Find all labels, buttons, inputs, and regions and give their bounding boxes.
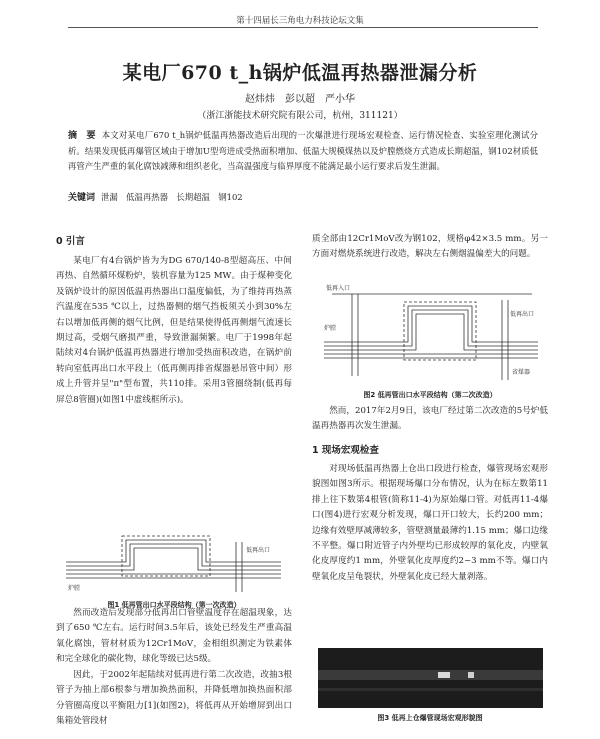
intro-paragraph-3: 因此，于2002年起陆续对低再进行第二次改造，改抽3根管子为抽上部6根参与增加换热面积，并降低增加换热面积部分管圈高度以平衡阻力[1](如图2)，将低再从开始增屏到出口集箱处管段材	[56, 670, 292, 727]
figure-1-caption: 图1 低再管出口水平段结构（第一次改造）	[107, 601, 241, 609]
keywords-label: 关键词	[68, 193, 96, 203]
figure-1	[56, 532, 292, 610]
paper-authors: 赵炜炜 彭以超 严小华	[245, 94, 355, 105]
section-introduction-heading: 0 引言	[56, 236, 85, 247]
keywords-text: 泄漏 低温再热器 长期超温 钢102	[101, 192, 243, 202]
abstract	[68, 128, 538, 174]
figure-1-diagram	[56, 532, 292, 598]
figure-2-inlet-label: 低再入口	[326, 285, 351, 292]
figure-2-outlet-label: 低再出口	[510, 311, 535, 318]
figure-1-outlet-label: 低再出口	[246, 547, 271, 554]
abstract-label: 摘 要	[68, 131, 96, 141]
intro-paragraph-2: 然而改造后发现部分低再出口管壁温度存在超温现象，达到了650 ℃左右。运行时间3.5年后，该处已经发生严重高温氧化腐蚀，管材材质为12Cr1MoV，金相组织测定为铁素体和完全球化的碳化物，球化等级已达5级。	[56, 608, 292, 665]
figure-2	[312, 280, 548, 400]
paper-affiliation: （浙江浙能技术研究院有限公司，杭州，311121）	[197, 111, 403, 121]
header-rule	[68, 27, 538, 28]
inspection-paragraph: 对现场低温再热器上仓出口段进行检查，爆管现场宏观形貌图如图3所示。根据现场爆口分布情况，认为在标左数第11排上往下数第4根管(简称11-4)为原始爆口管。对低再11-4爆口(图4)进行宏观分析发现，爆口开口较大，长约200 mm；边缘有效壁厚减薄较多，管壁测量最薄约1.15 mm；爆口边缘不平整。爆口附近管子内外壁均已形成较厚的氧化皮，内壁氧化皮厚度约1 mm，外壁氧化皮厚度约2~3 mm不等。爆口内壁氧化皮呈龟裂状，外壁氧化皮已经大量剥落。	[312, 464, 548, 582]
figure-3-caption: 图3 低再上仓爆管现场宏观形貌图	[377, 714, 483, 722]
figure-1-furnace-label: 炉膛	[68, 585, 81, 592]
right-paragraph-1: 质全部由12Cr1MoV改为钢102，规格φ42×3.5 mm。另一方面对燃烧系统进行改造，解决左右侧烟温偏差大的问题。	[312, 234, 548, 260]
figure-2-furnace-label: 炉膛	[324, 325, 337, 332]
keywords	[68, 190, 538, 203]
intro-paragraph-1: 某电厂有4台锅炉皆为为DG 670/140-8型超高压、中间再热、自然循环煤粉炉，装机容量为125 MW。由于煤种变化及锅炉设计的原因低温再热器出口温度偏低，为了维持再热蒸汽温度在535 ℃以上，过热器侧的烟气挡板须关小到30%左右以增加低再侧的烟气比例，但是结果使得低再侧烟气流速长期过高，受烟气磨损严重，导致泄漏频繁。电厂于1998年起陆续对4台锅炉低温再热器进行增加受热面积改造，在锅炉前转向室低再出口水平段上（低再侧再排省煤器悬吊管中间）形成上升管并呈"π"型布置，共110排。采用3管圈绕制(低再每屏总8管圈)(如图1中虚线框所示)。	[56, 256, 292, 405]
paper-title: 某电厂670 t_h锅炉低温再热器泄漏分析	[122, 62, 478, 84]
section-inspection-heading: 1 现场宏观检查	[312, 445, 379, 456]
figure-2-caption: 图2 低再管出口水平段结构（第二次改造）	[363, 391, 497, 399]
right-paragraph-2: 然而，2017年2月9日，该电厂经过第二次改造的5号炉低温再热器再次发生泄漏。	[312, 406, 548, 432]
figure-3-photo	[318, 648, 543, 708]
figure-3-photo-art	[318, 648, 543, 708]
figure-2-diagram	[312, 280, 548, 390]
figure-2-economizer-label: 省煤器	[512, 369, 531, 376]
abstract-text: 本文对某电厂670 t_h锅炉低温再热器改造后出现的一次爆泄进行现场宏观检查、运行情况检查、实验室理化测试分析。结果发现低再爆管区域由于增加U型弯进成受热面积增加、低温大规模煤热以及炉膛燃烧方式造成长期超温，钢102材质低再管产生严重的氧化腐蚀减薄和组织老化，当高温强度与临界厚度不能满足最小运行要求后发生泄漏。	[68, 130, 538, 171]
running-header: 第十四届长三角电力科技论坛文集	[236, 16, 364, 26]
